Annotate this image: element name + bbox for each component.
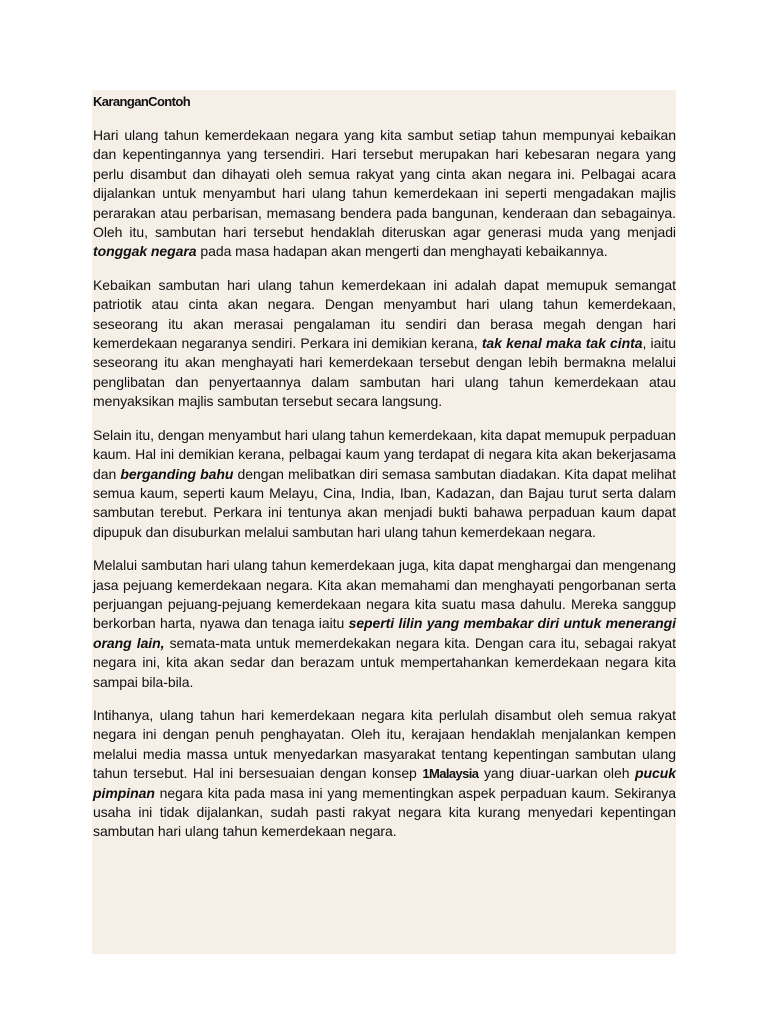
paragraph-text: pada masa hadapan akan mengerti dan menghayati kebaikannya. (196, 243, 608, 260)
emphasis-phrase: pucuk pimpinan (93, 765, 676, 801)
paragraph-text: Melalui sambutan hari ulang tahun kemerdekaan juga, kita dapat menghargai dan mengenang jasa pejuang kemerdekaan negara. Kita akan memahami dan menghayati pengorbanan serta perjuangan pejuang-pejuang kemerdekaan negara kita suatu masa dahulu. Mereka sanggup berkorban harta, nyawa dan tenaga iaitu (93, 557, 676, 632)
paragraph-text: Hari ulang tahun kemerdekaan negara yang kita sambut setiap tahun mempunyai kebaikan dan kepentingannya yang tersendiri. Hari tersebut merupakan hari kebesaran negara yang perlu disambut dan dihayati oleh semua rakyat yang cinta akan negara ini. Pelbagai acara dijalankan untuk menyambut hari ulang tahun kemerdekaan ini seperti mengadakan majlis perarakan atau perbarisan, memasang bendera pada bangunan, kenderaan dan sebagainya. Oleh itu, sambutan hari tersebut hendaklah diteruskan agar generasi muda yang menjadi (93, 127, 676, 241)
document-page (92, 90, 676, 954)
emphasis-phrase: tak kenal maka tak cinta (481, 335, 643, 352)
paragraph-text: semata-mata untuk memerdekakan negara kita. Dengan cara itu, sebagai rakyat negara ini, kita akan sedar dan berazam untuk mempertahankan kemerdekaan negara kita sampai bila-bila. (93, 634, 676, 690)
paragraph-text: Intihanya, ulang tahun hari kemerdekaan negara kita perlulah disambut oleh semua rakyat negara ini dengan penuh penghayatan. Oleh itu, kerajaan hendaklah menjalankan kempen melalui media massa untuk menyedarkan masyarakat tentang kepentingan sambutan ulang tahun tersebut. Hal ini bersesuaian dengan konsep (93, 706, 676, 782)
paragraph-5 (93, 706, 676, 842)
emphasis-phrase: tonggak negara (93, 243, 197, 260)
paragraph-2 (93, 276, 676, 412)
spacer (93, 112, 676, 126)
emphasis-brand: 1Malaysia (422, 766, 479, 782)
paragraph-4 (93, 556, 676, 692)
paragraph-text: negara kita pada masa ini yang mementingkan aspek perpaduan kaum. Sekiranya usaha ini tidak dijalankan, sudah pasti rakyat negara kita kurang menyedari kepentingan sambutan hari ulang tahun kemerdekaan negara. (93, 784, 676, 840)
paragraph-3 (93, 426, 676, 542)
paragraph-text: , iaitu seseorang itu akan menghayati hari kemerdekaan tersebut dengan lebih bermakna melalui penglibatan dan penyertaannya dalam sambutan hari ulang tahun kemerdekaan atau menyaksikan majlis sambutan tersebut secara langsung. (93, 335, 676, 410)
paragraph-text: Kebaikan sambutan hari ulang tahun kemerdekaan ini adalah dapat memupuk semangat patriotik atau cinta akan negara. Dengan menyambut hari ulang tahun kemerdekaan, seseorang itu akan merasai pengalaman itu sendiri dan berasa megah dengan hari kemerdekaan negaranya sendiri. Perkara ini demikian kerana, (93, 276, 676, 352)
paragraph-text: dengan melibatkan diri semasa sambutan diadakan. Kita dapat melihat semua kaum, seperti kaum Melayu, Cina, India, Iban, Kadazan, dan Bajau turut serta dalam sambutan terebut. Perkara ini tentunya akan menjadi bukti bahawa perpaduan kaum dapat dipupuk dan disuburkan melalui sambutan hari ulang tahun kemerdekaan negara. (93, 465, 676, 540)
paragraph-text: yang diuar-uarkan oleh (478, 765, 636, 782)
paragraph-text: Selain itu, dengan menyambut hari ulang tahun kemerdekaan, kita dapat memupuk perpaduan kaum. Hal ini demikian kerana, pelbagai kaum yang terdapat di negara kita akan bekerjasama dan (93, 426, 676, 482)
spacer (93, 412, 676, 426)
paragraph-1 (93, 126, 676, 262)
emphasis-phrase: seperti lilin yang membakar diri untuk menerangi orang lain, (93, 615, 676, 651)
document-title: KaranganContoh (93, 94, 191, 109)
emphasis-phrase: berganding bahu (120, 465, 234, 482)
spacer (93, 692, 676, 706)
spacer (93, 262, 676, 276)
spacer (93, 542, 676, 556)
